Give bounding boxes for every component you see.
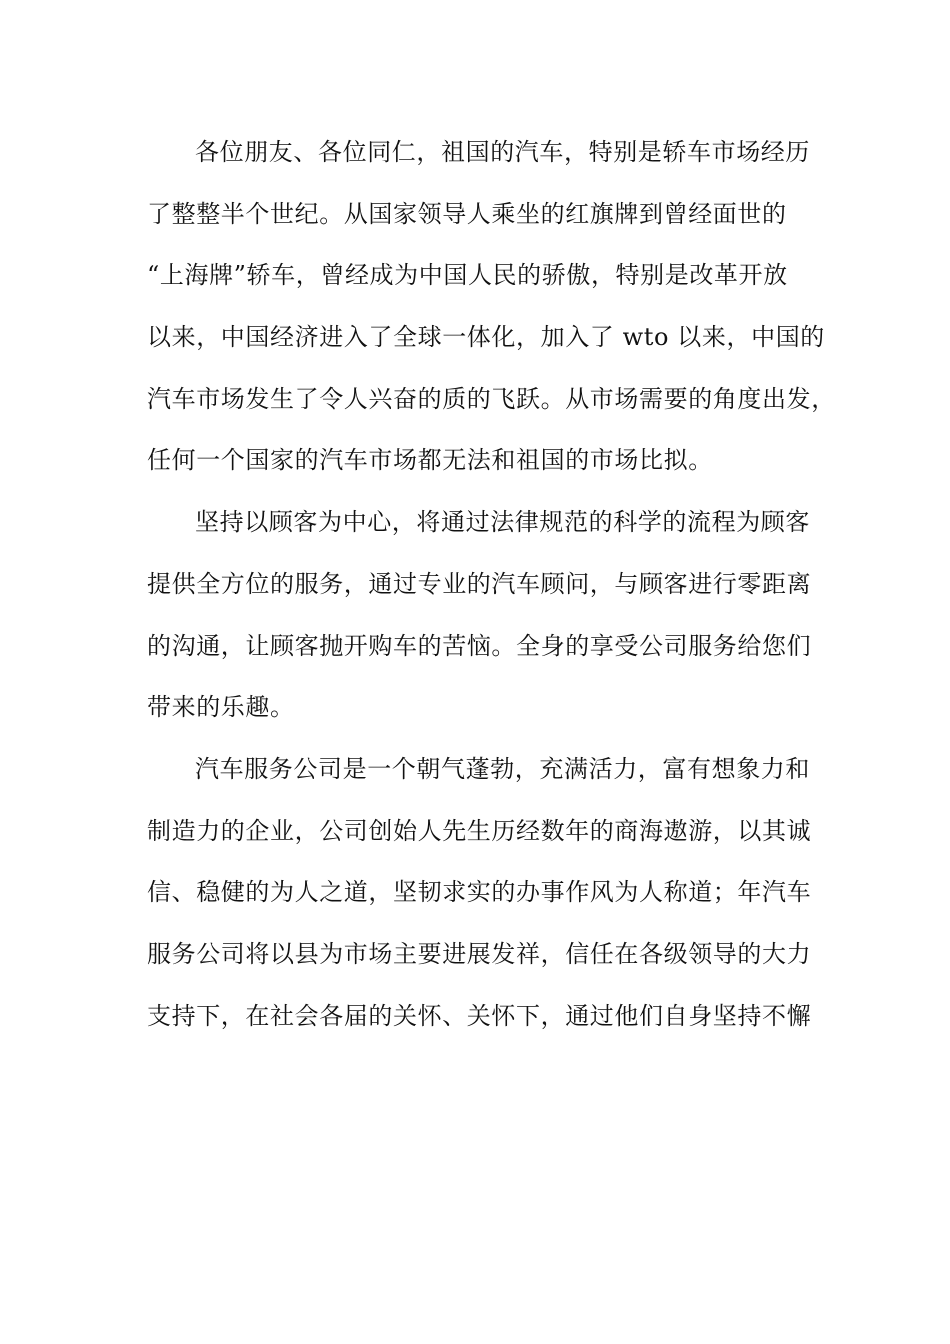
text-line: 任何一个国家的汽车市场都无法和祖国的市场比拟。 (147, 446, 713, 475)
text-line: 了整整半个世纪。从国家领导人乘坐的红旗牌到曾经面世的 (147, 199, 787, 228)
paragraph (147, 747, 827, 1055)
text-line: 各位朋友、各位同仁，祖国的汽车，特别是轿车市场经历 (195, 138, 810, 166)
text-line: 坚持以顾客为中心，将通过法律规范的科学的流程为顾客 (195, 508, 810, 537)
text-line: 支持下，在社会各届的关怀、关怀下，通过他们自身坚持不懈 (147, 1001, 812, 1030)
document-body (147, 130, 836, 1055)
paragraph (147, 130, 836, 500)
paragraph (147, 500, 827, 747)
text-line: 信、稳健的为人之道，坚韧求实的办事作风为人称道；年汽车 (147, 878, 812, 907)
text-line: 汽车服务公司是一个朝气蓬勃，充满活力，富有想象力和 (195, 754, 810, 783)
text-line: 的沟通，让顾客抛开购车的苦恼。全身的享受公司服务给您们 (147, 631, 812, 660)
text-line: 以来，中国经济进入了全球一体化，加入了 wto 以来，中国的 (147, 323, 825, 352)
text-line: 带来的乐趣。 (147, 693, 295, 722)
text-line: “上海牌”轿车，曾经成为中国人民的骄傲，特别是改革开放 (147, 261, 788, 290)
text-line: 服务公司将以县为市场主要进展发祥，信任在各级领导的大力 (147, 939, 812, 968)
text-line: 提供全方位的服务，通过专业的汽车顾问，与顾客进行零距离 (147, 569, 812, 598)
text-line: 汽车市场发生了令人兴奋的质的飞跃。从市场需要的角度出发， (147, 384, 836, 413)
text-line: 制造力的企业，公司创始人先生历经数年的商海遨游，以其诚 (147, 816, 812, 845)
